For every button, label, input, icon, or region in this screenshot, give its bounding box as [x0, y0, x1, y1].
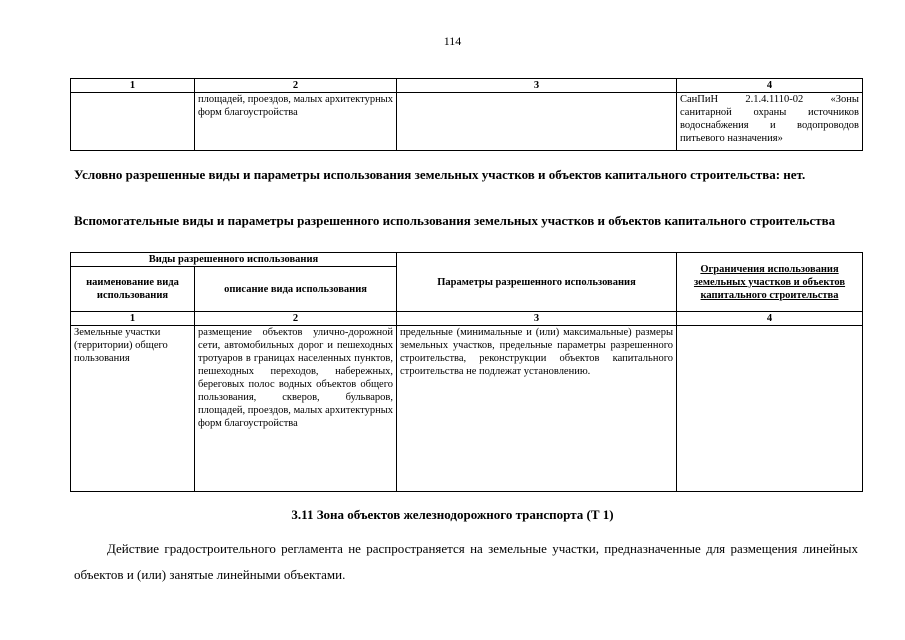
table-cell [677, 326, 863, 492]
table-header-numbers [71, 79, 863, 93]
col-number: 4 [677, 79, 863, 93]
header-params: Параметры разрешенного использования [397, 253, 677, 312]
header-name: наименование вида использования [71, 267, 195, 312]
header-limits-text: Ограничения использования земельных участков и объектов капитального строительства [693, 263, 846, 301]
section-title: 3.11 Зона объектов железнодорожного транспорта (Т 1) [291, 507, 614, 522]
table-cell [397, 93, 677, 151]
col-number: 1 [71, 79, 195, 93]
table-header-numbers [71, 312, 863, 326]
continuation-table [70, 78, 863, 151]
table-cell: Земельные участки (территории) общего пользования [71, 326, 195, 492]
page-number: 114 [443, 34, 462, 48]
header-uses-group: Виды разрешенного использования [71, 253, 397, 267]
table-cell: СанПиН 2.1.4.1110-02 «Зоны санитарной охраны источников водоснабжения и водопроводов питьевого назначения» [677, 93, 863, 151]
header-desc: описание вида использования [195, 267, 397, 312]
conditional-uses-heading: Условно разрешенные виды и параметры использования земельных участков и объектов капитального строительства: нет. [74, 167, 806, 182]
table-cell: площадей, проездов, малых архитектурных форм благоустройства [195, 93, 397, 151]
table-cell [71, 93, 195, 151]
auxiliary-uses-heading: Вспомогательные виды и параметры разрешенного использования земельных участков и объектов капитального строительства [74, 213, 836, 228]
table-cell: размещение объектов улично-дорожной сети, автомобильных дорог и пешеходных тротуаров в границах населенных пунктов, пешеходных переходов, набережных, береговых полос водных объектов общего пользования, скверов, бульваров, площадей, проездов, малых архитектурных форм благоустройства [195, 326, 397, 492]
body-paragraph: Действие градостроительного регламента не распространяется на земельные участки, предназначенные для размещения линейных объектов и (или) занятые линейными объектами. [74, 541, 858, 582]
table-cell: предельные (минимальные и (или) максимальные) размеры земельных участков, предельные параметры разрешенного строительства, реконструкции объектов капитального строительства не подлежат установлению. [397, 326, 677, 492]
table-row [71, 93, 863, 151]
col-number: 1 [71, 312, 195, 326]
table-header-row [71, 253, 863, 267]
col-number: 2 [195, 79, 397, 93]
col-number: 4 [677, 312, 863, 326]
col-number: 2 [195, 312, 397, 326]
header-limits [677, 253, 863, 312]
table-row [71, 326, 863, 492]
auxiliary-uses-table [70, 252, 863, 492]
col-number: 3 [397, 312, 677, 326]
col-number: 3 [397, 79, 677, 93]
